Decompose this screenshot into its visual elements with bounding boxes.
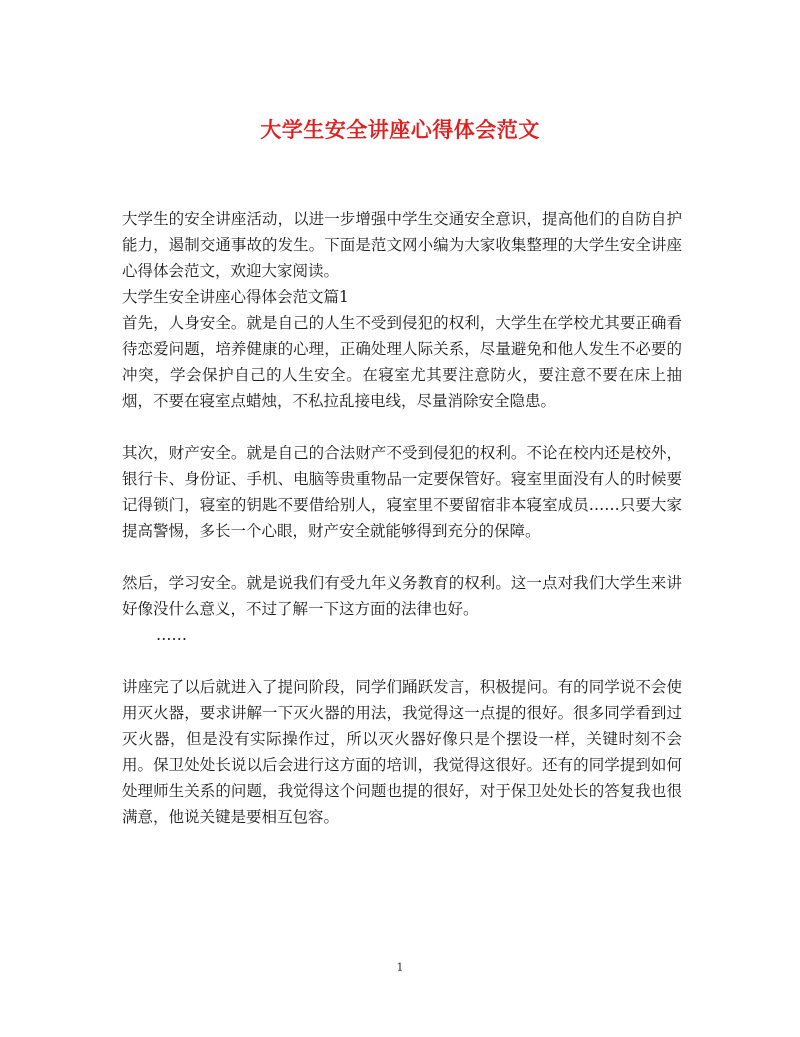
qa-paragraph: 讲座完了以后就进入了提问阶段，同学们踊跃发言，积极提问。有的同学说不会使用灭火器，要求讲解一下灭火器的用法，我觉得这一点提的很好。很多同学看到过灭火器，但是没有实际操作过，所以灭火器好像只是个摆设一样，关键时刻不会用。保卫处处长说以后会进行这方面的培训，我觉得这很好。还有的同学提到如何处理师生关系的问题，我觉得这个问题也提的很好，对于保卫处处长的答复我也很满意，他说关键是要相互包容。 <box>122 678 682 826</box>
paragraph-spacer <box>122 544 682 570</box>
ellipsis-line: …… <box>156 626 187 644</box>
personal-safety-paragraph: 首先，人身安全。就是自己的人生不受到侵犯的权利，大学生在学校尤其要正确看待恋爱问题，培养健康的心理，正确处理人际关系，尽量避免和他人发生不必要的冲突，学会保护自己的人生安全。在寝室尤其要注意防火，要注意不要在床上抽烟，不要在寝室点蜡烛，不私拉乱接电线，尽量消除安全隐患。 <box>122 314 682 410</box>
document-body <box>122 206 682 830</box>
study-safety-paragraph: 然后，学习安全。就是说我们有受九年义务教育的权利。这一点对我们大学生来讲好像没什么意义，不过了解一下这方面的法律也好。 <box>122 574 682 618</box>
intro-paragraph: 大学生的安全讲座活动，以进一步增强中学生交通安全意识，提高他们的自防自护能力，遏制交通事故的发生。下面是范文网小编为大家收集整理的大学生安全讲座心得体会范文，欢迎大家阅读。 <box>122 210 682 280</box>
document-title: 大学生安全讲座心得体会范文 <box>260 117 540 142</box>
paragraph-spacer <box>122 414 682 440</box>
page-number: 1 <box>396 961 404 974</box>
paragraph-spacer <box>122 648 682 674</box>
section-heading: 大学生安全讲座心得体会范文篇1 <box>122 288 349 306</box>
property-safety-paragraph: 其次，财产安全。就是自己的合法财产不受到侵犯的权利。不论在校内还是校外，银行卡、身份证、手机、电脑等贵重物品一定要保管好。寝室里面没有人的时候要记得锁门，寝室的钥匙不要借给别人，寝室里不要留宿非本寝室成员……只要大家提高警惕，多长一个心眼，财产安全就能够得到充分的保障。 <box>122 444 682 540</box>
